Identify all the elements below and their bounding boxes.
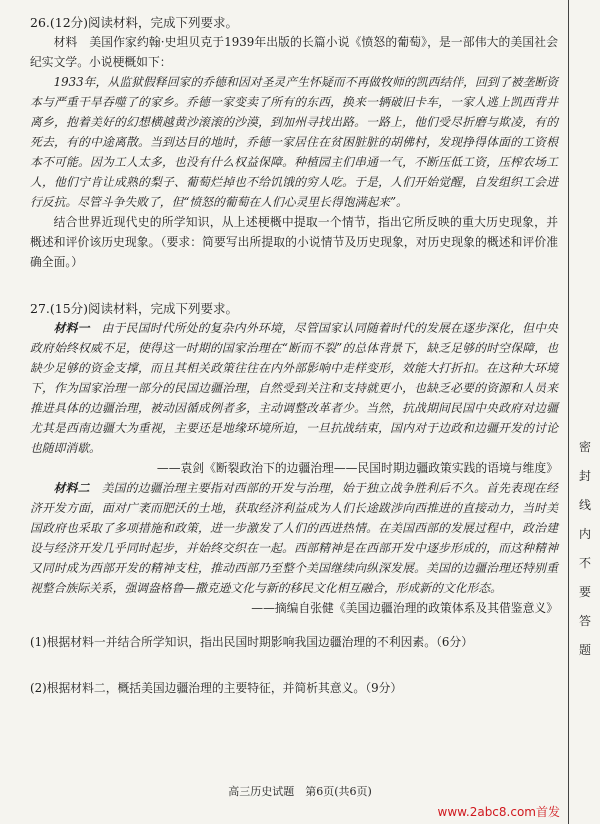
material-1-label: 材料一 bbox=[53, 321, 90, 335]
q27-task-2: (2)根据材料二，概括美国边疆治理的主要特征，并简析其意义。（9分） bbox=[30, 681, 403, 695]
spacer bbox=[30, 272, 558, 286]
watermark: www.2abc8.com首发 bbox=[437, 805, 560, 819]
binding-line bbox=[568, 0, 569, 824]
q27-task-1: (1)根据材料一并结合所学知识，指出民国时期影响我国边疆治理的不利因素。（6分） bbox=[30, 635, 474, 649]
q27-material-1 bbox=[30, 318, 558, 458]
seal-char: 答 bbox=[578, 614, 591, 628]
seal-char: 内 bbox=[578, 527, 591, 541]
seal-char: 线 bbox=[578, 498, 591, 512]
answer-space bbox=[30, 652, 558, 678]
q26-material-intro: 材料 美国作家约翰·史坦贝克于1939年出版的长篇小说《愤怒的葡萄》，是一部伟大的美国社会纪实文学。小说梗概如下： bbox=[30, 35, 558, 69]
q26-synopsis: 1933年，从监狱假释回家的乔德和因对圣灵产生怀疑而不再做牧师的凯西结伴，回到了被垄断资本与严重干旱吞噬了的家乡。乔德一家变卖了所有的东西，换来一辆破旧卡车，一家人逃上凯西背井离乡，抱着美好的幻想横越黄沙滚滚的沙漠，到加州寻找出路。一路上，他们受尽折磨与欺凌，有的死去，有的中途离散。当到达目的地时，乔德一家居住在贫困脏脏的胡佛村，发现挣得体面的工资根本不可能。因为工人太多，也没有什么权益保障。种植园主们串通一气，不断压低工资，压榨农场工人，他们宁肯让成熟的梨子、葡萄烂掉也不给饥饿的穷人吃。于是，人们开始觉醒，自发组织工会进行反抗。尽管斗争失败了，但“愤怒的葡萄在人们心灵里长得饱满起来”。 bbox=[30, 75, 558, 209]
spacer bbox=[30, 286, 558, 300]
seal-char: 封 bbox=[578, 469, 591, 483]
material-1-text: 由于民国时代所处的复杂内外环境，尽管国家认同随着时代的发展在逐步深化，但中央政府始终权威不足，使得这一时期的国家治理在“断而不裂”的总体背景下，缺乏足够的时空保障，也缺少足够的资金支撑，而且其相关政策往往在内外部影响中走样变形，效能大打折扣。在这种大环境下，作为国家治理一部分的民国边疆治理，自然受到关注和支持就更小，也缺乏必要的资源和人员来推进具体的边疆治理，被动因循成例者多，主动调整改革者少。当然，抗战期间民国中央政府对边疆尤其是西南边疆大为重视，主要还是地缘环境所迫，一旦抗战结束，国内对于边政和边疆开发的讨论也随即消歇。 bbox=[30, 321, 558, 455]
q27-heading: 27.(15分)阅读材料，完成下列要求。 bbox=[30, 301, 239, 316]
spacer bbox=[30, 618, 558, 632]
page-footer: 高三历史试题 第6页(共6页) bbox=[228, 785, 372, 798]
q27-material-2 bbox=[30, 478, 558, 598]
page-content bbox=[30, 14, 558, 698]
material-2-source: ——摘编自张健《美国边疆治理的政策体系及其借鉴意义》 bbox=[251, 601, 558, 615]
material-1-source: ——袁剑《断裂政治下的边疆治理——民国时期边疆政策实践的语境与维度》 bbox=[156, 461, 558, 475]
q26-heading: 26.(12分)阅读材料，完成下列要求。 bbox=[30, 15, 239, 30]
material-2-label: 材料二 bbox=[53, 481, 90, 495]
material-2-text: 美国的边疆治理主要指对西部的开发与治理，始于独立战争胜利后不久。首先表现在经济开发方面，面对广袤而肥沃的土地，获取经济利益成为人们长途跋涉向西推进的直接动力，当时美国政府也采取了多项措施和政策，进一步激发了人们的西进热情。在美国西部的发展过程中，政治建设与经济开发几乎同时起步，并始终交织在一起。西部精神是在西部开发中逐步形成的，而这种精神又同时成为西部开发的精神支柱，推动西部乃至整个美国继续向纵深发展。美国的边疆治理还特别重视整合族际关系，强调盎格鲁—撒克逊文化与新的移民文化相互融合，形成新的文化形态。 bbox=[30, 481, 558, 595]
seal-char: 不 bbox=[578, 556, 591, 570]
seal-char: 密 bbox=[578, 440, 591, 454]
q26-task: 结合世界近现代史的所学知识，从上述梗概中提取一个情节，指出它所反映的重大历史现象，并概述和评价该历史现象。（要求：简要写出所提取的小说情节及历史现象，对历史现象的概述和评价准确全面。） bbox=[30, 215, 558, 269]
seal-line-text bbox=[576, 440, 594, 672]
seal-char: 要 bbox=[578, 585, 591, 599]
seal-char: 题 bbox=[578, 643, 591, 657]
